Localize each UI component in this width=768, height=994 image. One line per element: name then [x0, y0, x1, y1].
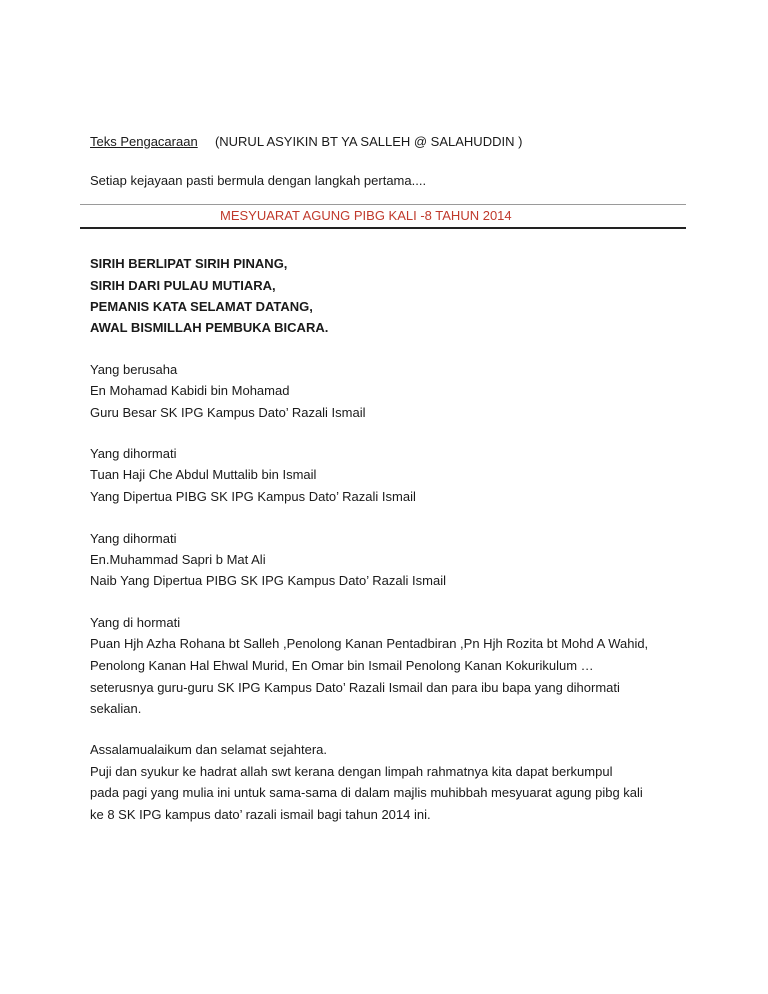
title-top-rule — [80, 204, 686, 205]
title-bottom-rule — [80, 227, 686, 229]
pantun-line: SIRIH BERLIPAT SIRIH PINANG, — [90, 256, 288, 271]
tagline: Setiap kejayaan pasti bermula dengan langkah pertama.... — [90, 173, 427, 188]
header-label: Teks Pengacaraan — [90, 134, 198, 149]
salutation-line: Penolong Kanan Hal Ehwal Murid, En Omar bin Ismail Penolong Kanan Kokurikulum … — [90, 658, 594, 673]
event-title: MESYUARAT AGUNG PIBG KALI -8 TAHUN 2014 — [220, 208, 512, 223]
salutation-line: Naib Yang Dipertua PIBG SK IPG Kampus Dato’ Razali Ismail — [90, 573, 446, 588]
pantun-line: PEMANIS KATA SELAMAT DATANG, — [90, 299, 313, 314]
salutation-line: Yang dihormati — [90, 531, 177, 546]
salutation-line: En Mohamad Kabidi bin Mohamad — [90, 383, 290, 398]
salutation-line: Tuan Haji Che Abdul Muttalib bin Ismail — [90, 467, 317, 482]
pantun-line: AWAL BISMILLAH PEMBUKA BICARA. — [90, 320, 329, 335]
salutation-line: Puan Hjh Azha Rohana bt Salleh ,Penolong Kanan Pentadbiran ,Pn Hjh Rozita bt Mohd A Wahid, — [90, 636, 649, 651]
salutation-line: Yang dihormati — [90, 446, 177, 461]
closing-line: Puji dan syukur ke hadrat allah swt kerana dengan limpah rahmatnya kita dapat berkumpul — [90, 764, 613, 779]
salutation-line: Yang berusaha — [90, 362, 178, 377]
salutation-line: Yang di hormati — [90, 615, 181, 630]
salutation-line: Yang Dipertua PIBG SK IPG Kampus Dato’ Razali Ismail — [90, 489, 416, 504]
document-header — [90, 133, 522, 151]
salutation-line: sekalian. — [90, 701, 142, 716]
closing-line: pada pagi yang mulia ini untuk sama-sama di dalam majlis muhibbah mesyuarat agung pibg kali — [90, 785, 643, 800]
emcee-name: (NURUL ASYIKIN BT YA SALLEH @ SALAHUDDIN ) — [214, 134, 523, 149]
pantun-line: SIRIH DARI PULAU MUTIARA, — [90, 278, 276, 293]
salutation-line: Guru Besar SK IPG Kampus Dato’ Razali Ismail — [90, 405, 366, 420]
salutation-line: En.Muhammad Sapri b Mat Ali — [90, 552, 266, 567]
closing-line: ke 8 SK IPG kampus dato’ razali ismail bagi tahun 2014 ini. — [90, 807, 431, 822]
salutation-line: seterusnya guru-guru SK IPG Kampus Dato’ Razali Ismail dan para ibu bapa yang dihormati — [90, 680, 620, 695]
closing-line: Assalamualaikum dan selamat sejahtera. — [90, 742, 328, 757]
